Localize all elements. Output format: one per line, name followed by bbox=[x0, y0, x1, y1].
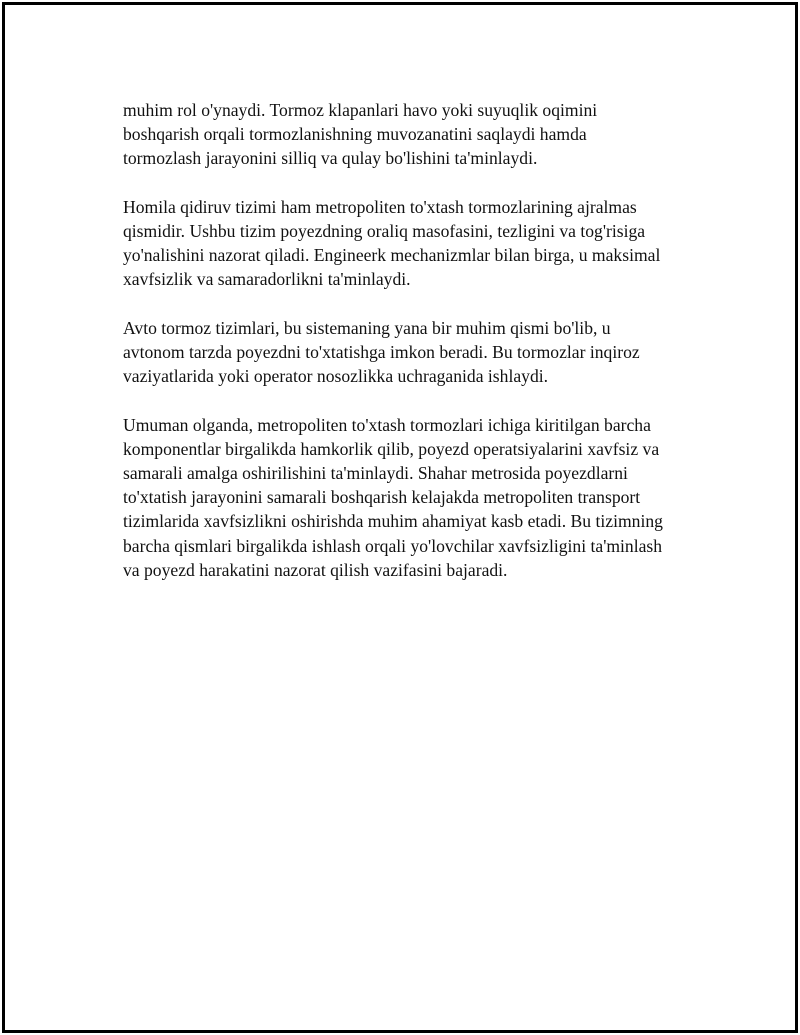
paragraph-line: boshqarish orqali tormozlanishning muvozanatini saqlaydi hamda bbox=[123, 124, 587, 145]
paragraph-3 bbox=[123, 316, 723, 389]
paragraph-line: komponentlar birgalikda hamkorlik qilib, poyezd operatsiyalarini xavfsiz va bbox=[123, 438, 660, 459]
paragraph-line: vaziyatlarida yoki operator nosozlikka uchraganida ishlaydi. bbox=[123, 366, 549, 387]
paragraph-1 bbox=[123, 98, 723, 171]
paragraph-line: qismidir. Ushbu tizim poyezdning oraliq masofasini, tezligini va tog'risiga bbox=[123, 221, 646, 241]
paragraph-4 bbox=[123, 413, 723, 582]
paragraph-line: xavfsizlik va samaradorlikni ta'minlaydi. bbox=[123, 269, 411, 290]
paragraph-2 bbox=[123, 195, 723, 292]
paragraph-line: Avto tormoz tizimlari, bu sistemaning yana bir muhim qismi bo'lib, u bbox=[123, 317, 611, 338]
paragraph-line: barcha qismlari birgalikda ishlash orqali yo'lovchilar xavfsizligini ta'minlash bbox=[123, 535, 663, 556]
paragraph-line: Homila qidiruv tizimi ham metropoliten to'xtash tormozlarining ajralmas bbox=[123, 196, 637, 217]
paragraph-line: avtonom tarzda poyezdni to'xtatishga imkon beradi. Bu tormozlar inqiroz bbox=[123, 342, 640, 362]
paragraph-line: yo'nalishini nazorat qiladi. Engineerk mechanizmlar bilan birga, u maksimal bbox=[123, 245, 661, 266]
paragraph-line: tormozlash jarayonini silliq va qulay bo'lishini ta'minlaydi. bbox=[123, 148, 538, 169]
paragraph-line: muhim rol o'ynaydi. Tormoz klapanlari havo yoki suyuqlik oqimini bbox=[123, 100, 598, 120]
paragraph-line: samarali amalga oshirilishini ta'minlaydi. Shahar metrosida poyezdlarni bbox=[123, 463, 628, 483]
page-frame bbox=[2, 2, 798, 1033]
paragraph-line: tizimlarida xavfsizlikni oshirishda muhim ahamiyat kasb etadi. Bu tizimning bbox=[123, 511, 663, 532]
paragraph-line: to'xtatish jarayonini samarali boshqarish kelajakda metropoliten transport bbox=[123, 487, 641, 508]
paragraph-line: va poyezd harakatini nazorat qilish vazifasini bajaradi. bbox=[123, 559, 508, 580]
paragraph-line: Umuman olganda, metropoliten to'xtash tormozlari ichiga kiritilgan barcha bbox=[123, 414, 651, 435]
document-body bbox=[123, 98, 723, 606]
